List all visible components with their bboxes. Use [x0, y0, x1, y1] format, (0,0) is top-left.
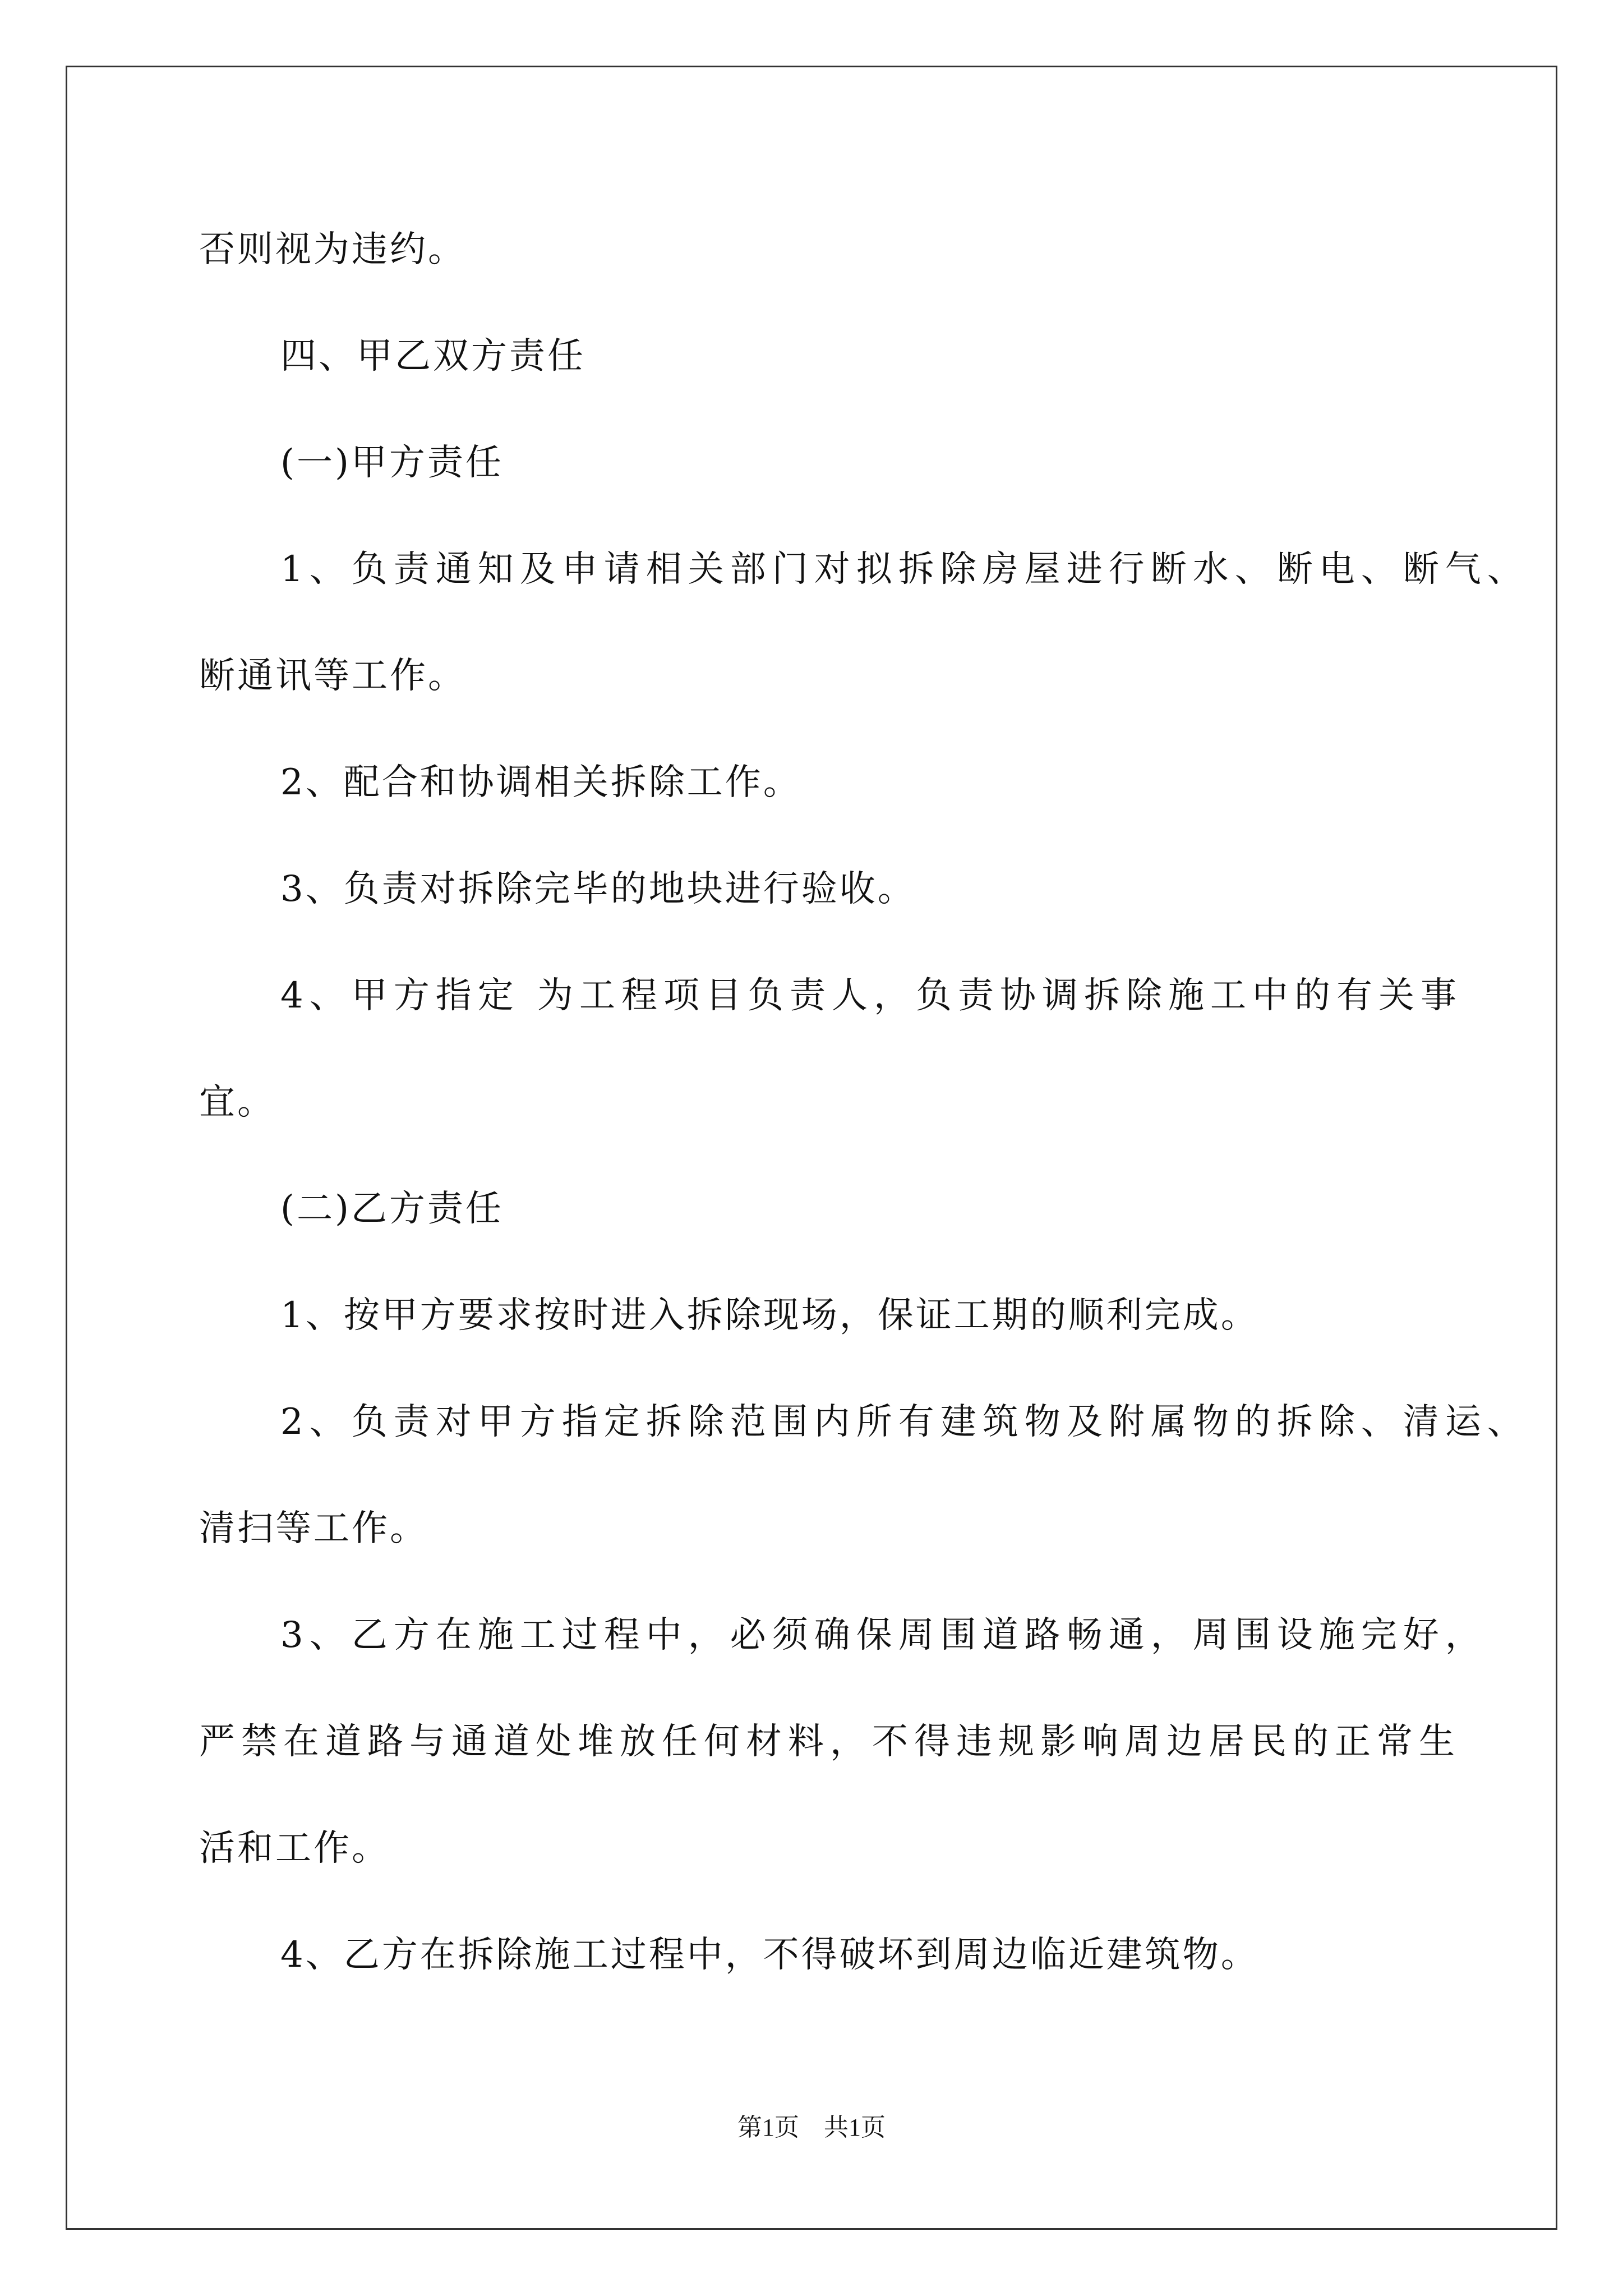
text-line: 1、按甲方要求按时进入拆除现场，保证工期的顺利完成。	[280, 1295, 1259, 1336]
text-line: 断通讯等工作。	[199, 655, 466, 697]
subsection-heading: (二)乙方责任	[280, 1188, 504, 1230]
text-line: 否则视为违约。	[199, 229, 466, 270]
subsection-heading: (一)甲方责任	[280, 442, 504, 484]
text-line: 1、负责通知及申请相关部门对拟拆除房屋进行断水、断电、断气、	[280, 549, 1529, 590]
text-line: 清扫等工作。	[199, 1508, 428, 1549]
page-number: 第1页 共1页	[737, 2114, 886, 2141]
text-line: 严禁在道路与通道处堆放任何材料，不得违规影响周边居民的正常生	[199, 1721, 1461, 1763]
text-line: 3、负责对拆除完毕的地块进行验收。	[280, 868, 916, 910]
section-heading: 四、甲乙双方责任	[280, 335, 585, 377]
text-line: 2、负责对甲方指定拆除范围内所有建筑物及附属物的拆除、清运、	[280, 1401, 1529, 1443]
text-line: 3、乙方在施工过程中，必须确保周围道路畅通，周围设施完好，	[280, 1614, 1487, 1656]
text-line: 4、乙方在拆除施工过程中，不得破坏到周边临近建筑物。	[280, 1934, 1259, 1976]
text-line: 4、甲方指定 为工程项目负责人，负责协调拆除施工中的有关事	[280, 975, 1463, 1016]
text-line: 2、配合和协调相关拆除工作。	[280, 762, 801, 803]
text-line: 活和工作。	[199, 1828, 390, 1869]
page-border	[66, 66, 1557, 2230]
text-line: 宜。	[199, 1082, 275, 1123]
